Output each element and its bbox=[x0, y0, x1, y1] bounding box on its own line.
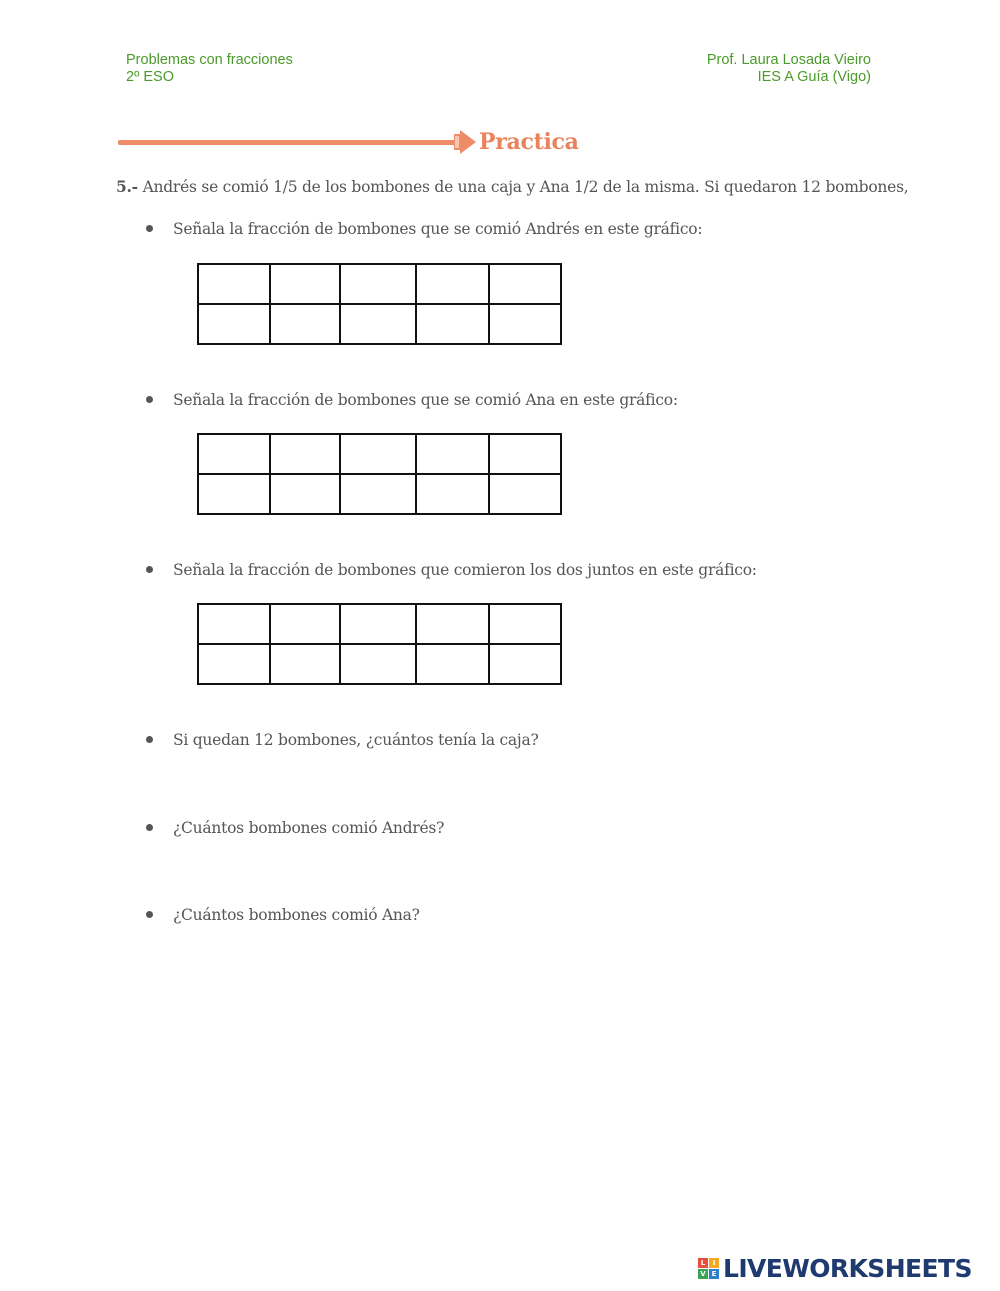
bullet-dot-icon bbox=[146, 396, 153, 403]
worksheet-title: Problemas con fracciones bbox=[126, 52, 293, 68]
question-5 bbox=[116, 177, 908, 196]
logo-text: LIVEWORKSHEETS bbox=[723, 1254, 972, 1283]
header-left bbox=[126, 52, 293, 86]
course-level: 2º ESO bbox=[126, 69, 175, 85]
grid-svg bbox=[197, 603, 562, 685]
fraction-grid-ana[interactable] bbox=[197, 433, 562, 515]
bullet-text: ¿Cuántos bombones comió Ana? bbox=[173, 906, 420, 924]
bullet-item bbox=[146, 906, 420, 924]
logo-badge-letter: E bbox=[709, 1269, 719, 1279]
arrow-icon bbox=[454, 130, 476, 154]
grid-svg bbox=[197, 263, 562, 345]
bullet-dot-icon bbox=[146, 911, 153, 918]
banner-title: Practica bbox=[479, 129, 579, 155]
school-name: IES A Guía (Vigo) bbox=[757, 69, 871, 85]
logo-badge-icon bbox=[698, 1258, 720, 1280]
logo-badge-letter: V bbox=[698, 1269, 708, 1279]
practice-banner bbox=[118, 128, 578, 162]
grid-svg bbox=[197, 433, 562, 515]
bullet-text: Si quedan 12 bombones, ¿cuántos tenía la caja? bbox=[173, 731, 539, 749]
bullet-item bbox=[146, 731, 539, 749]
liveworksheets-logo[interactable] bbox=[698, 1254, 998, 1284]
bullet-item bbox=[146, 391, 678, 409]
question-text: Andrés se comió 1/5 de los bombones de una caja y Ana 1/2 de la misma. Si quedaron 12 bombones, bbox=[142, 178, 909, 196]
bullet-text: ¿Cuántos bombones comió Andrés? bbox=[173, 819, 445, 837]
question-number: 5.- bbox=[116, 177, 138, 196]
logo-badge-letter: I bbox=[709, 1258, 719, 1268]
header-right bbox=[707, 52, 871, 86]
bullet-dot-icon bbox=[146, 736, 153, 743]
bullet-dot-icon bbox=[146, 824, 153, 831]
bullet-text: Señala la fracción de bombones que se comió Andrés en este gráfico: bbox=[173, 220, 703, 238]
logo-badge-letter: L bbox=[698, 1258, 708, 1268]
bullet-dot-icon bbox=[146, 566, 153, 573]
bullet-item bbox=[146, 220, 702, 238]
bullet-dot-icon bbox=[146, 225, 153, 232]
bullet-text: Señala la fracción de bombones que comieron los dos juntos en este gráfico: bbox=[173, 561, 757, 579]
fraction-grid-both[interactable] bbox=[197, 603, 562, 685]
banner-line bbox=[118, 140, 458, 145]
fraction-grid-andres[interactable] bbox=[197, 263, 562, 345]
bullet-item bbox=[146, 819, 444, 837]
bullet-text: Señala la fracción de bombones que se comió Ana en este gráfico: bbox=[173, 391, 678, 409]
bullet-item bbox=[146, 561, 757, 579]
teacher-name: Prof. Laura Losada Vieiro bbox=[706, 52, 871, 68]
